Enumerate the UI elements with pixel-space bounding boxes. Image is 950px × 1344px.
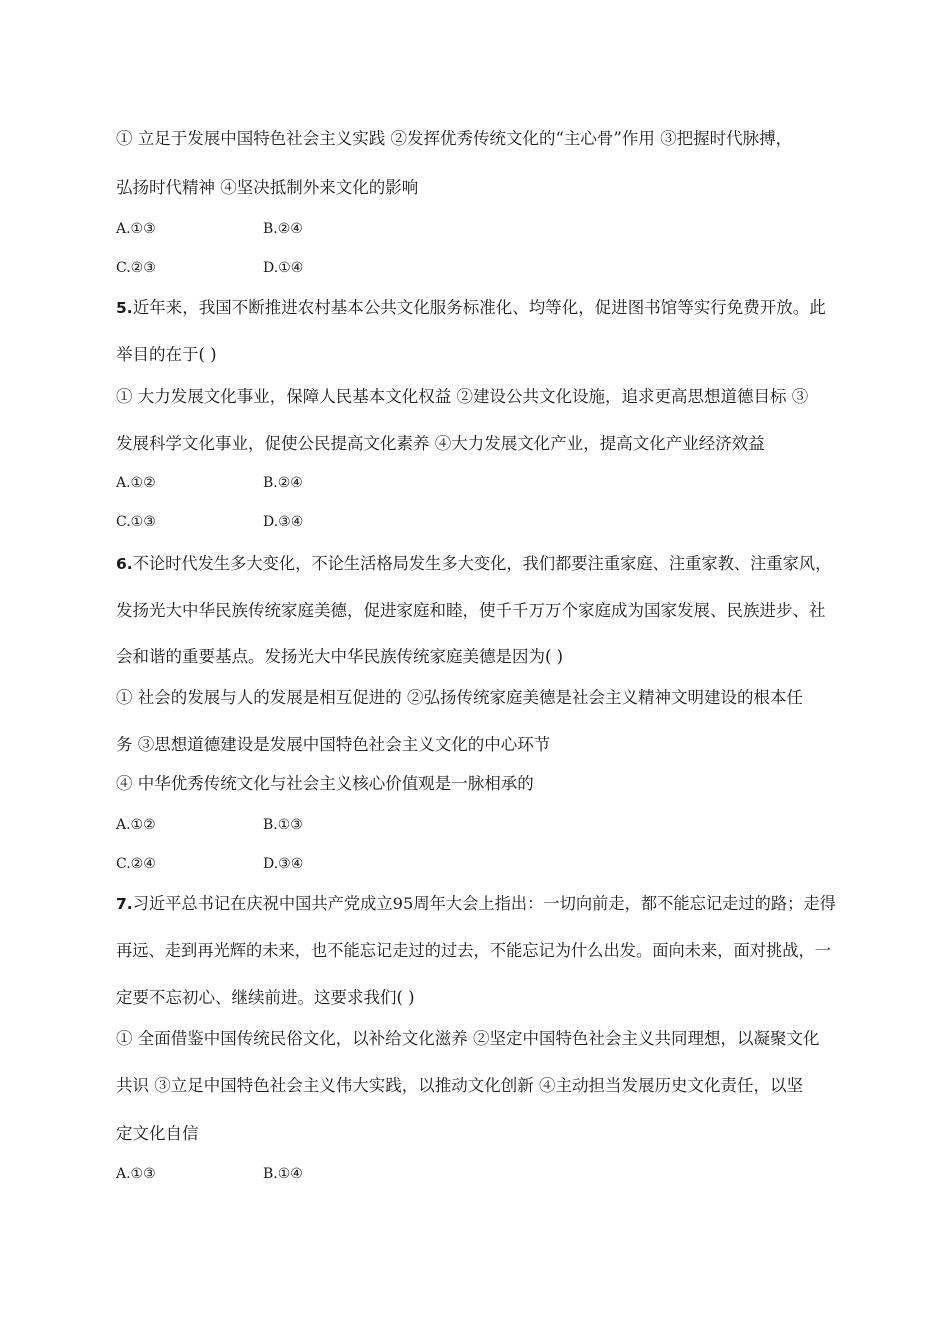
q6-stem-line-3: 会和谐的重要基点。发扬光大中华民族传统家庭美德是因为( ) [116,647,564,666]
q6-stem-line-2: 发扬光大中华民族传统家庭美德，促进家庭和睦，使千千万万个家庭成为国家发展、民族进步、社 [116,601,826,620]
q6-stem-text: 不论时代发生多大变化，不论生活格局发生多大变化，我们都要注重家庭、注重家教、注重家风， [132,554,832,573]
q7-number: 7. [116,895,133,913]
q6-option-a[interactable]: A.①② [116,817,156,833]
q6-statement-line-3: ④ 中华优秀传统文化与社会主义核心价值观是一脉相承的 [116,774,534,793]
q5-statement-line-2: 发展科学文化事业，促使公民提高文化素养 ④大力发展文化产业，提高文化产业经济效益 [116,434,765,453]
q7-option-b[interactable]: B.①④ [263,1166,303,1182]
q5-stem-text: 近年来，我国不断推进农村基本公共文化服务标准化、均等化，促进图书馆等实行免费开放。此 [132,298,826,317]
q7-option-a[interactable]: A.①③ [116,1166,156,1182]
q5-option-b[interactable]: B.②④ [263,475,303,491]
q6-statement-line-1: ① 社会的发展与人的发展是相互促进的 ②弘扬传统家庭美德是社会主义精神文明建设的根本任 [116,688,803,707]
q6-option-d[interactable]: D.③④ [263,856,304,872]
q7-stem-text: 习近平总书记在庆祝中国共产党成立95周年大会上指出：一切向前走，都不能忘记走过的路；走得 [132,894,836,913]
q5-option-c[interactable]: C.①③ [116,514,156,530]
q4-statement-line-1: ① 立足于发展中国特色社会主义实践 ②发挥优秀传统文化的“主心骨”作用 ③把握时代脉搏， [116,129,793,148]
q7-statement-line-1: ① 全面借鉴中国传统民俗文化，以补给文化滋养 ②坚定中国特色社会主义共同理想，以凝聚文化 [116,1029,820,1048]
q7-stem-line-3: 定要不忘初心、继续前进。这要求我们( ) [116,988,415,1007]
q7-statement-line-2: 共识 ③立足中国特色社会主义伟大实践，以推动文化创新 ④主动担当发展历史文化责任，以坚 [116,1076,803,1095]
q5-stem-line-2: 举目的在于( ) [116,345,217,364]
q7-stem-line-2: 再远、走到再光辉的未来，也不能忘记走过的过去，不能忘记为什么出发。面向未来，面对挑战，一 [116,941,831,960]
q5-option-d[interactable]: D.③④ [263,514,304,530]
q5-statement-line-1: ① 大力发展文化事业，保障人民基本文化权益 ②建设公共文化设施，追求更高思想道德目标 ③ [116,387,809,406]
q4-option-c[interactable]: C.②③ [116,260,156,276]
q4-option-b[interactable]: B.②④ [263,221,303,237]
q6-stem-line-1 [116,553,831,575]
q4-option-d[interactable]: D.①④ [263,260,304,276]
q6-statement-line-2: 务 ③思想道德建设是发展中国特色社会主义文化的中心环节 [116,735,551,754]
q5-option-a[interactable]: A.①② [116,475,156,491]
q5-number: 5. [116,299,133,317]
q6-number: 6. [116,555,133,573]
q6-option-b[interactable]: B.①③ [263,817,303,833]
q4-option-a[interactable]: A.①③ [116,221,156,237]
q7-stem-line-1 [116,893,836,915]
q4-statement-line-2: 弘扬时代精神 ④坚决抵制外来文化的影响 [116,178,419,197]
q6-option-c[interactable]: C.②④ [116,856,156,872]
q7-statement-line-3: 定文化自信 [116,1124,199,1143]
q5-stem-line-1 [116,297,826,319]
